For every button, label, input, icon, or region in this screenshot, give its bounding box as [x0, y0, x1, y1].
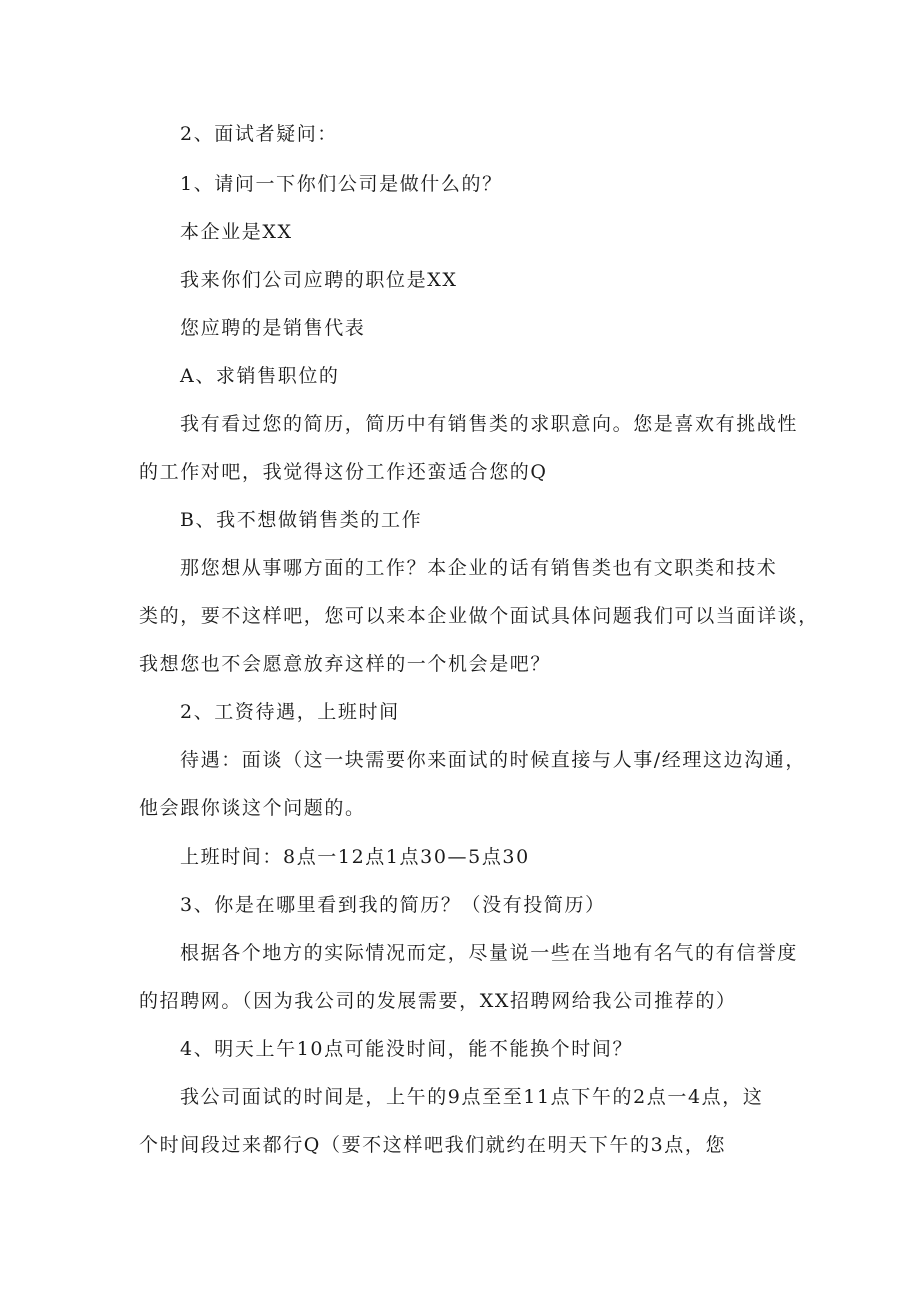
paragraph-line: 类的，要不这样吧，您可以来本企业做个面试具体问题我们可以当面详谈， — [139, 605, 819, 627]
paragraph-line: 我有看过您的简历，简历中有销售类的求职意向。您是喜欢有挑战性 — [180, 413, 799, 435]
case-a-heading: A、求销售职位的 — [180, 365, 340, 387]
paragraph-line: 他会跟你谈这个问题的。 — [139, 797, 366, 819]
paragraph-line: 的工作对吧，我觉得这份工作还蛮适合您的Q — [139, 461, 548, 483]
answer-line: 我来你们公司应聘的职位是XX — [180, 269, 458, 291]
paragraph-line: 的招聘网。（因为我公司的发展需要，XX招聘网给我公司推荐的） — [139, 990, 737, 1012]
question-4: 4、明天上午10点可能没时间，能不能换个时间？ — [180, 1038, 634, 1060]
answer-line: 本企业是XX — [180, 221, 293, 243]
question-2: 2、工资待遇，上班时间 — [180, 701, 400, 723]
paragraph-line: 根据各个地方的实际情况而定，尽量说一些在当地有名气的有信誉度 — [180, 942, 799, 964]
answer-line: 您应聘的是销售代表 — [180, 317, 366, 339]
paragraph-line: 待遇：面谈（这一块需要你来面试的时候直接与人事/经理这边沟通， — [180, 749, 807, 771]
question-3: 3、你是在哪里看到我的简历？（没有投简历） — [180, 894, 606, 916]
paragraph-line: 我想您也不会愿意放弃这样的一个机会是吧？ — [139, 653, 552, 675]
section-heading-interviewee-questions: 2、面试者疑问： — [180, 123, 338, 145]
paragraph-line: 那您想从事哪方面的工作？本企业的话有销售类也有文职类和技术 — [180, 557, 778, 579]
working-hours-line: 上班时间：8点一12点1点30—5点30 — [180, 846, 530, 868]
question-1: 1、请问一下你们公司是做什么的？ — [180, 173, 503, 195]
case-b-heading: B、我不想做销售类的工作 — [180, 509, 423, 531]
paragraph-line: 个时间段过来都行Q（要不这样吧我们就约在明天下午的3点，您 — [139, 1134, 727, 1156]
paragraph-line: 我公司面试的时间是，上午的9点至至11点下午的2点一4点，这 — [180, 1086, 764, 1108]
